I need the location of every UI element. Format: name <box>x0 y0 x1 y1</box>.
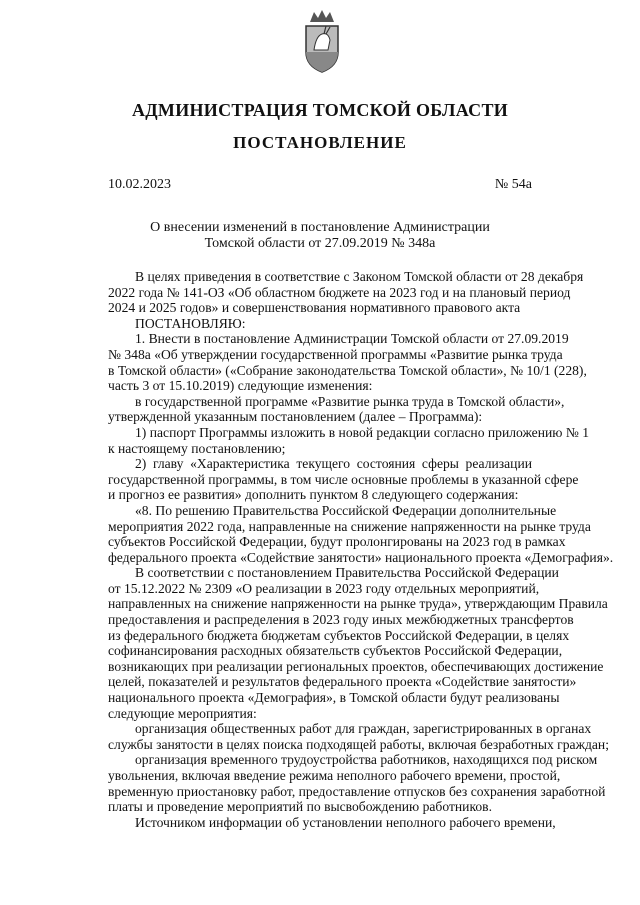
document-body <box>108 269 614 830</box>
text-line: временную приостановку работ, предоставление отпусков без сохранения заработной <box>108 783 606 799</box>
paragraph <box>108 269 584 316</box>
text-line: увольнения, включая введение режима неполного рабочего времени, простой, <box>108 768 561 783</box>
text-line: в государственной программе «Развитие рынка труда в Томской области», <box>135 393 565 409</box>
text-line: утвержденной указанным постановлением (далее – Программа): <box>108 409 483 425</box>
text-line: В соответствии с постановлением Правительства Российской Федерации <box>135 565 559 581</box>
organization-title: АДМИНИСТРАЦИЯ ТОМСКОЙ ОБЛАСТИ <box>131 100 509 120</box>
paragraph <box>108 456 579 503</box>
text-line: следующие мероприятия: <box>108 705 257 721</box>
paragraph <box>108 752 606 815</box>
text-line: № 348а «Об утверждении государственной программы «Развитие рынка труда <box>108 346 563 362</box>
text-line: мероприятия 2022 года, направленные на снижение напряженности на рынке труда <box>108 518 591 534</box>
text-line: софинансирования расходных обязательств субъектов Российской Федерации, <box>108 643 563 659</box>
text-line: часть 3 от 15.10.2019) следующие изменения: <box>108 378 373 394</box>
paragraph <box>108 721 609 752</box>
text-line: субъектов Российской Федерации, будут пролонгированы на 2023 год в рамках <box>108 534 566 550</box>
document-type: ПОСТАНОВЛЕНИЕ <box>233 133 407 152</box>
text-line: в Томской области» («Собрание законодательства Томской области», № 10/1 (228), <box>108 362 587 378</box>
paragraph <box>108 316 532 332</box>
paragraph <box>108 814 556 831</box>
text-line: 1) паспорт Программы изложить в новой редакции согласно приложению № 1 <box>135 424 589 440</box>
document-number: № 54а <box>494 177 532 192</box>
subject-line: О внесении изменений в постановление Администрации <box>150 220 490 235</box>
text-line: организация временного трудоустройства работников, находящихся под риском <box>135 752 598 768</box>
text-line: В целях приведения в соответствие с Законом Томской области от 28 декабря <box>135 269 584 284</box>
tomsk-coat-of-arms-icon <box>302 8 342 74</box>
text-line: целей, показателей и результатов федерального проекта «Содействие занятости» <box>108 674 577 690</box>
paragraph <box>108 331 587 394</box>
paragraph <box>108 565 608 721</box>
text-line: федерального проекта «Содействие занятости» национального проекта «Демография». <box>108 549 614 565</box>
text-line: от 15.12.2022 № 2309 «О реализации в 2023 году отдельных мероприятий, <box>108 580 540 596</box>
text-line: и прогноз ее развития» дополнить пунктом 8 следующего содержания: <box>108 487 519 503</box>
text-line: 1. Внести в постановление Администрации Томской области от 27.09.2019 <box>135 331 569 347</box>
text-line: из федерального бюджета бюджетам субъектов Российской Федерации, в целях <box>108 627 570 643</box>
text-line: направленных на снижение напряженности на рынке труда», утверждающим Правила <box>108 596 608 612</box>
text-line: 2022 года № 141-ОЗ «Об областном бюджете на 2023 год и на плановый период <box>108 284 571 300</box>
document-subject <box>0 220 640 251</box>
text-line: предоставления и распределения в 2023 году иных межбюджетных трансфертов <box>108 612 574 628</box>
paragraph <box>108 424 589 456</box>
text-line: ПОСТАНОВЛЯЮ: <box>135 315 246 331</box>
text-line: 2024 и 2025 годов» и совершенствования нормативного правового акта <box>108 300 521 316</box>
subject-line: Томской области от 27.09.2019 № 348а <box>204 235 436 251</box>
text-line: платы и проведение мероприятий по высвобождению работников. <box>108 799 492 815</box>
text-line: национального проекта «Демография», в Томской области будут реализованы <box>108 690 560 706</box>
text-line: к настоящему постановлению; <box>108 440 286 456</box>
text-line: Источником информации об установлении неполного рабочего времени, <box>135 814 556 830</box>
paragraph <box>108 502 614 565</box>
text-line: службы занятости в целях поиска подходящей работы, включая безработных граждан; <box>108 736 609 752</box>
document-date: 10.02.2023 <box>108 177 171 192</box>
text-line: государственной программы, в том числе основные проблемы в указанной сфере <box>108 471 579 487</box>
text-line: «8. По решению Правительства Российской Федерации дополнительные <box>135 502 557 518</box>
text-line: 2) главу «Характеристика текущего состояния сферы реализации <box>135 456 532 472</box>
text-line: возникающих при реализации региональных проектов, обеспечивающих достижение <box>108 658 604 674</box>
text-line: организация общественных работ для граждан, зарегистрированных в органах <box>135 721 592 737</box>
paragraph <box>108 393 565 425</box>
